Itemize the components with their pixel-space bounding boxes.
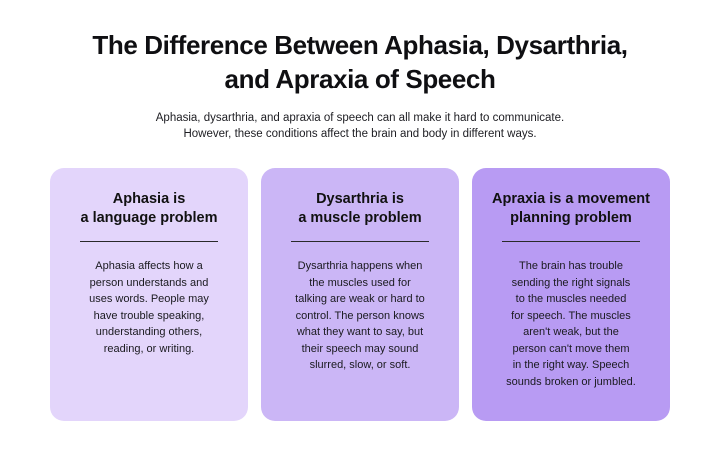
header [0,28,720,142]
comparison-cards [50,168,670,421]
page-title: The Difference Between Aphasia, Dysarthria, and Apraxia of Speech [92,30,628,94]
card-body: The brain has trouble sending the right signals to the muscles needed for speech. The muscles aren't weak, but the person can't move them in the right way. Speech sounds broken or jumbled. [506,260,636,388]
card-title: Aphasia is a language problem [80,191,218,226]
card-body: Aphasia affects how a person understands and uses words. People may have trouble speaking, understanding others, reading, or writing. [89,260,209,355]
card-body: Dysarthria happens when the muscles used for talking are weak or hard to control. The person knows what they want to say, but their speech may sound slurred, slow, or soft. [295,260,425,371]
card-aphasia [50,168,248,421]
card-title: Apraxia is a movement planning problem [492,191,650,226]
card-apraxia [472,168,670,421]
card-divider [80,241,218,242]
card-divider [502,241,640,242]
card-dysarthria [261,168,459,421]
page-subtitle: Aphasia, dysarthria, and apraxia of speech can all make it hard to communicate. However, these conditions affect the brain and body in different ways. [155,112,565,140]
card-title: Dysarthria is a muscle problem [298,191,422,226]
card-divider [291,241,429,242]
